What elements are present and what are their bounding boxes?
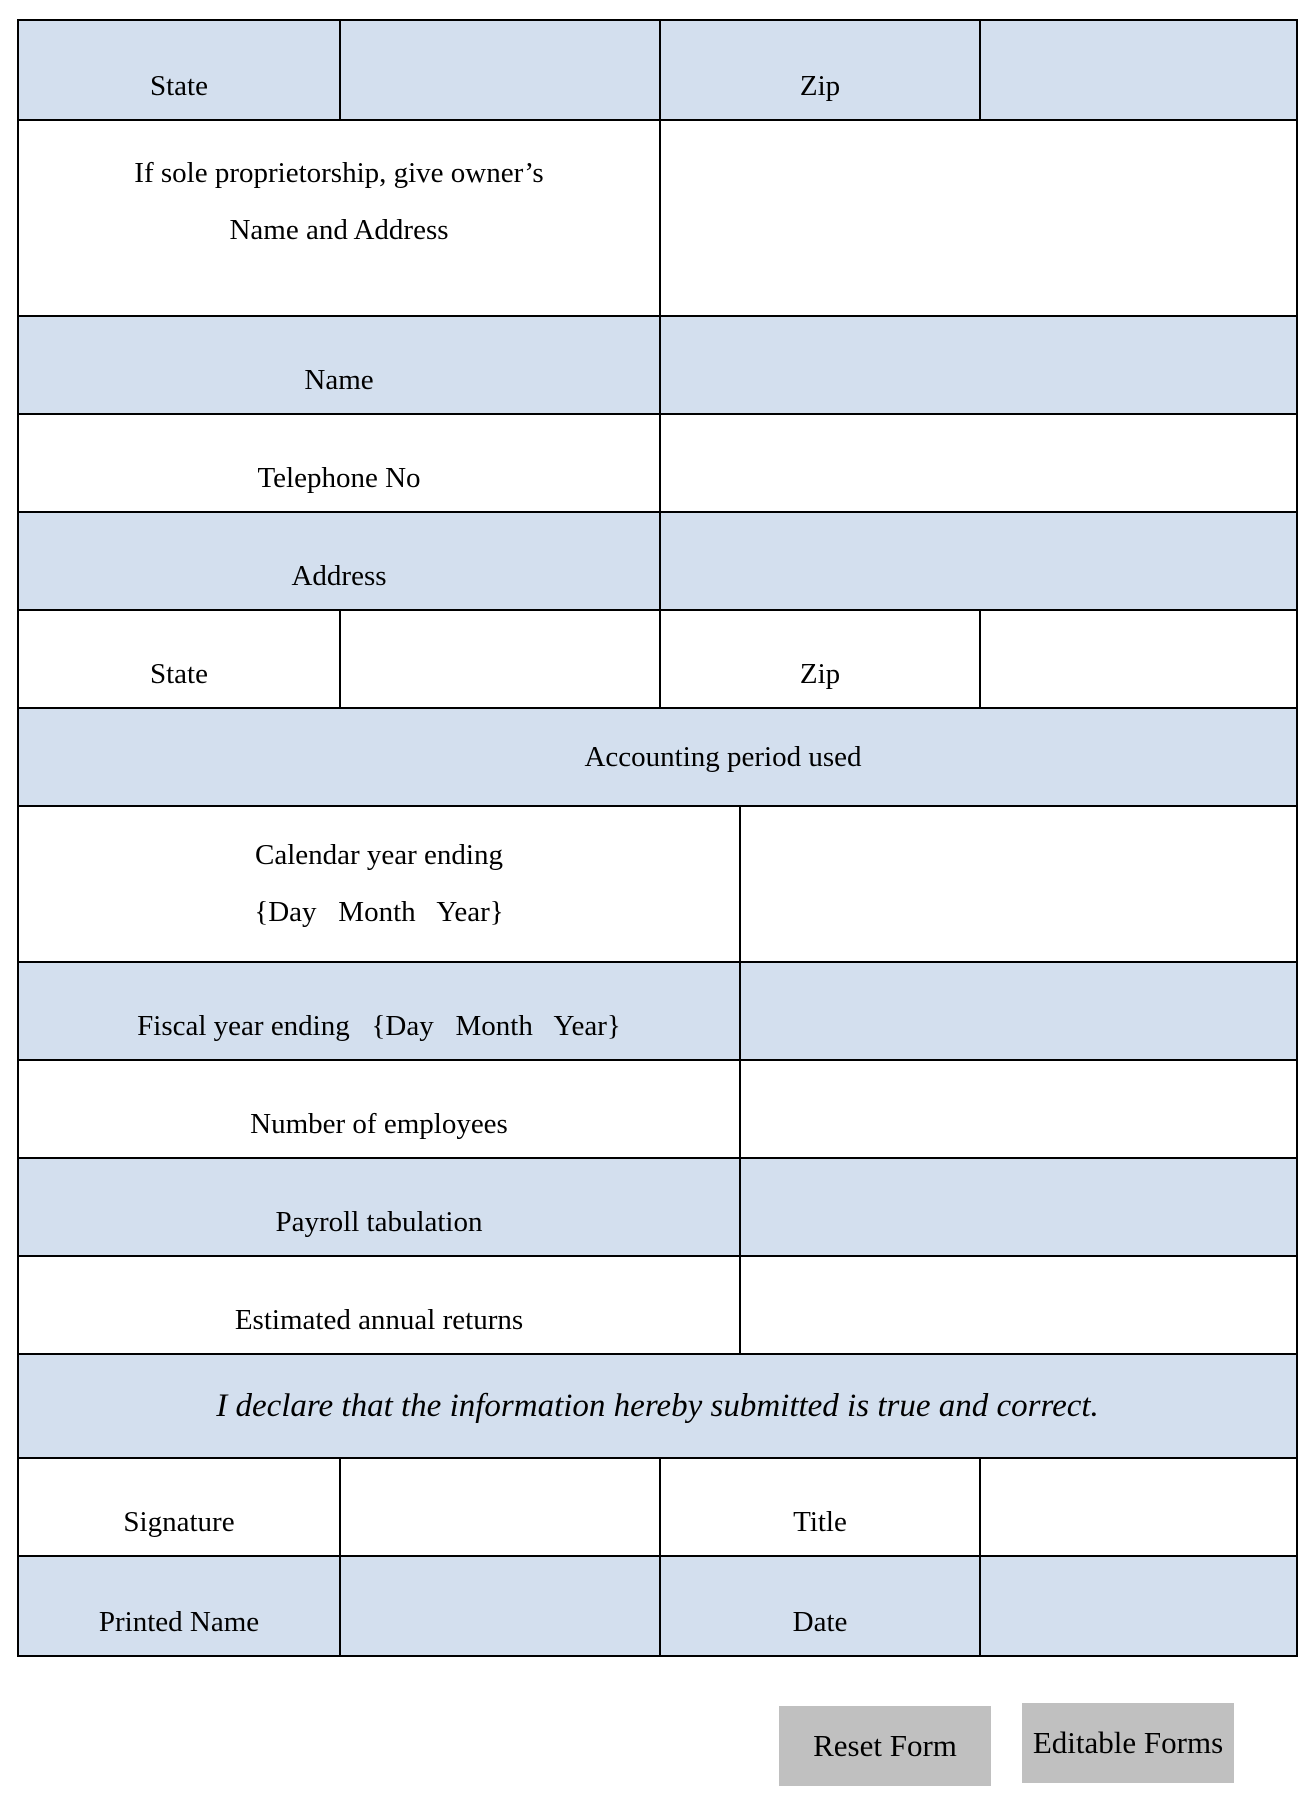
zip-label-2: Zip: [659, 611, 979, 707]
state-field-1[interactable]: [339, 21, 659, 119]
calendar-year-label-line1: Calendar year ending: [254, 839, 503, 871]
telephone-field[interactable]: [659, 415, 1296, 511]
annual-returns-label: Estimated annual returns: [234, 1304, 524, 1336]
address-label: Address: [291, 560, 387, 592]
printed-name-label: Printed Name: [98, 1606, 260, 1638]
title-field[interactable]: [979, 1459, 1296, 1555]
sole-proprietorship-label-line2: Name and Address: [229, 214, 449, 246]
row-state-zip-2: [19, 609, 1296, 707]
payroll-field[interactable]: [739, 1159, 1296, 1255]
accounting-period-heading: Accounting period used: [584, 740, 862, 773]
row-printed-name-date: [19, 1555, 1296, 1655]
editable-forms-button[interactable]: Editable Forms: [1022, 1703, 1234, 1783]
row-address: [19, 511, 1296, 609]
calendar-year-label: [19, 807, 739, 961]
row-payroll: [19, 1157, 1296, 1255]
name-label: Name: [304, 364, 374, 396]
sole-proprietorship-label: [19, 121, 659, 315]
state-label-2: State: [150, 658, 208, 690]
employees-field[interactable]: [739, 1061, 1296, 1157]
address-field[interactable]: [659, 513, 1296, 609]
employees-label: Number of employees: [250, 1108, 508, 1140]
annual-returns-field[interactable]: [739, 1257, 1296, 1353]
row-signature-title: [19, 1457, 1296, 1555]
application-form: [17, 19, 1298, 1657]
signature-label: Signature: [123, 1506, 235, 1538]
row-employees: [19, 1059, 1296, 1157]
row-fiscal-year: [19, 961, 1296, 1059]
title-label: Title: [659, 1459, 979, 1555]
declaration-text: I declare that the information hereby submitted is true and correct.: [216, 1387, 1099, 1424]
date-label: Date: [659, 1557, 979, 1655]
fiscal-year-field[interactable]: [739, 963, 1296, 1059]
date-field[interactable]: [979, 1557, 1296, 1655]
printed-name-field[interactable]: [339, 1557, 659, 1655]
sole-proprietorship-field[interactable]: [659, 121, 1296, 315]
reset-form-button[interactable]: Reset Form: [779, 1706, 991, 1786]
row-calendar-year: [19, 805, 1296, 961]
zip-field-1[interactable]: [979, 21, 1296, 119]
calendar-year-label-line2: {Day Month Year}: [254, 896, 504, 928]
fiscal-year-label: Fiscal year ending {Day Month Year}: [137, 1010, 621, 1042]
state-field-2[interactable]: [339, 611, 659, 707]
zip-field-2[interactable]: [979, 611, 1296, 707]
row-name: [19, 315, 1296, 413]
zip-label-1: Zip: [659, 21, 979, 119]
row-state-zip-1: [19, 21, 1296, 119]
state-label-1: State: [150, 70, 208, 102]
row-telephone: [19, 413, 1296, 511]
calendar-year-field[interactable]: [739, 807, 1296, 961]
telephone-label: Telephone No: [257, 462, 421, 494]
row-declaration: [19, 1353, 1296, 1457]
signature-field[interactable]: [339, 1459, 659, 1555]
payroll-label: Payroll tabulation: [275, 1206, 483, 1238]
row-sole-proprietorship: [19, 119, 1296, 315]
name-field[interactable]: [659, 317, 1296, 413]
sole-proprietorship-label-line1: If sole proprietorship, give owner’s: [134, 157, 544, 189]
row-accounting-period: [19, 707, 1296, 805]
row-annual-returns: [19, 1255, 1296, 1353]
